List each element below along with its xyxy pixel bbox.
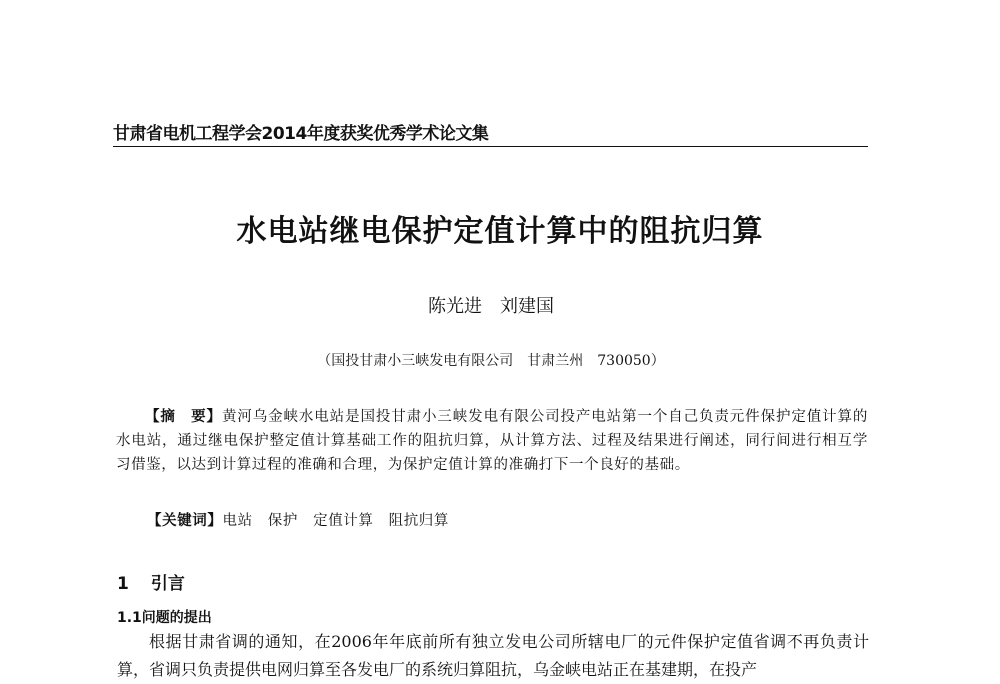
keywords	[147, 509, 449, 530]
abstract-text: 黄河乌金峡水电站是国投甘肃小三峡发电有限公司投产电站第一个自己负责元件保护定值计算的水电站，通过继电保护整定值计算基础工作的阻抗归算，从计算方法、过程及结果进行阐述，同行间进行相互学习借鉴，以达到计算过程的准确和合理，为保护定值计算的准确打下一个良好的基础。	[116, 409, 869, 473]
affiliation: （国投甘肃小三峡发电有限公司 甘肃兰州 730050）	[317, 353, 665, 369]
authors: 陈光进 刘建国	[428, 296, 554, 317]
keywords-text: 电站 保护 定值计算 阻抗归算	[222, 513, 449, 529]
subsection-heading: 1.1问题的提出	[117, 610, 212, 626]
paper-title: 水电站继电保护定值计算中的阻抗归算	[236, 214, 764, 249]
header-rule	[113, 146, 868, 147]
keywords-label: 【关键词】	[147, 513, 223, 529]
abstract-label: 【摘 要】	[145, 409, 222, 425]
section-title: 引言	[150, 574, 185, 594]
abstract	[116, 405, 868, 477]
section-heading	[117, 569, 185, 594]
section-number: 1	[117, 574, 129, 594]
journal-header: 甘肃省电机工程学会2014年度获奖优秀学术论文集	[113, 124, 489, 144]
body-paragraph: 根据甘肃省调的通知，在2006年年底前所有独立发电公司所辖电厂的元件保护定值省调不再负责计算，省调只负责提供电网归算至各发电厂的系统归算阻抗，乌金峡电站正在基建期，在投产	[117, 632, 869, 679]
